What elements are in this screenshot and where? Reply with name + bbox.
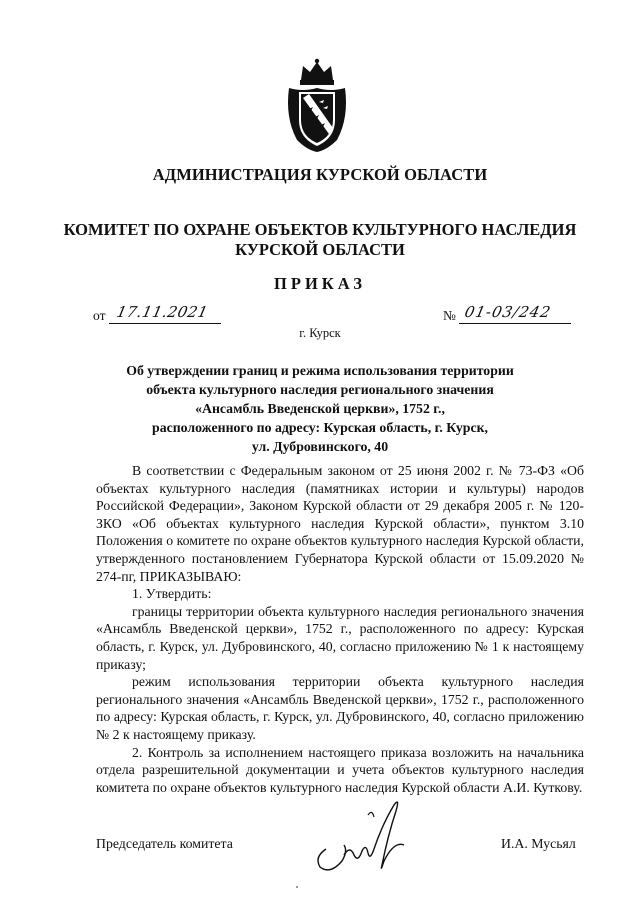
order-body <box>96 462 584 796</box>
number-prefix: № <box>443 308 456 323</box>
signatory-position: Председатель комитета <box>96 836 233 851</box>
kursk-coat-of-arms-icon <box>283 58 351 154</box>
body-paragraph-1: В соответствии с Федеральным законом от 25 июня 2002 г. № 73-ФЗ «Об объектах культурного наследия (памятниках истории и культуры) народов Российской Федерации», Законом Курской области от 29 декабря 2005 г. № 120-ЗКО «Об объектах культурного наследия Курской области», пунктом 3.10 Положения о комитете по охране объектов культурного наследия Курской области, утвержденного постановлением Губернатора Курской области от 15.09.2020 № 274-пг, ПРИКАЗЫВАЮ: <box>96 463 584 584</box>
committee-title-line1: КОМИТЕТ ПО ОХРАНЕ ОБЪЕКТОВ КУЛЬТУРНОГО НАСЛЕДИЯ <box>63 220 577 239</box>
number-value: 01-03/242 <box>463 303 554 321</box>
subject-line2: объекта культурного наследия регионального значения <box>146 382 494 397</box>
committee-title-line2: КУРСКОЙ ОБЛАСТИ <box>235 240 405 259</box>
body-paragraph-4: режим использования территории объекта культурного наследия регионального значения «Ансамбль Введенской церкви», 1752 г., расположенного по адресу: Курская область, г. Курск, ул. Дубровинского, 40, согласно приложению № 2 к настоящему приказу. <box>96 674 584 742</box>
subject-line3: «Ансамбль Введенской церкви», 1752 г., <box>195 401 445 416</box>
order-number <box>443 303 571 324</box>
subject-line5: ул. Дубровинского, 40 <box>251 439 389 454</box>
order-date <box>93 303 221 324</box>
body-paragraph-5: 2. Контроль за исполнением настоящего приказа возложить на начальника отдела разрешительной документации и учета объектов культурного наследия комитета по охране объектов культурного наследия Курской области А.И. Куткову. <box>96 744 584 795</box>
date-field <box>109 303 221 324</box>
handwritten-signature-icon <box>308 795 428 877</box>
order-subject <box>110 361 530 456</box>
body-paragraph-2: 1. Утвердить: <box>132 586 212 602</box>
administration-title: АДМИНИСТРАЦИЯ КУРСКОЙ ОБЛАСТИ <box>152 165 488 184</box>
order-title: ПРИКАЗ <box>274 274 366 293</box>
body-paragraph-3: границы территории объекта культурного наследия регионального значения «Ансамбль Введенской церкви», 1752 г., расположенного по адресу: Курская область, г. Курск, ул. Дубровинского, 40, согласно приложению № 1 к настоящему приказу; <box>96 603 584 672</box>
subject-line4: расположенного по адресу: Курская область, г. Курск, <box>152 420 488 435</box>
page-mark <box>296 886 298 888</box>
city: г. Курск <box>299 326 341 340</box>
number-field <box>459 303 571 324</box>
committee-title <box>60 220 580 260</box>
date-value: 17.11.2021 <box>114 303 210 321</box>
signatory-name: И.А. Мусьял <box>501 836 576 851</box>
subject-line1: Об утверждении границ и режима использования территории <box>126 363 514 378</box>
date-prefix: от <box>93 308 106 323</box>
